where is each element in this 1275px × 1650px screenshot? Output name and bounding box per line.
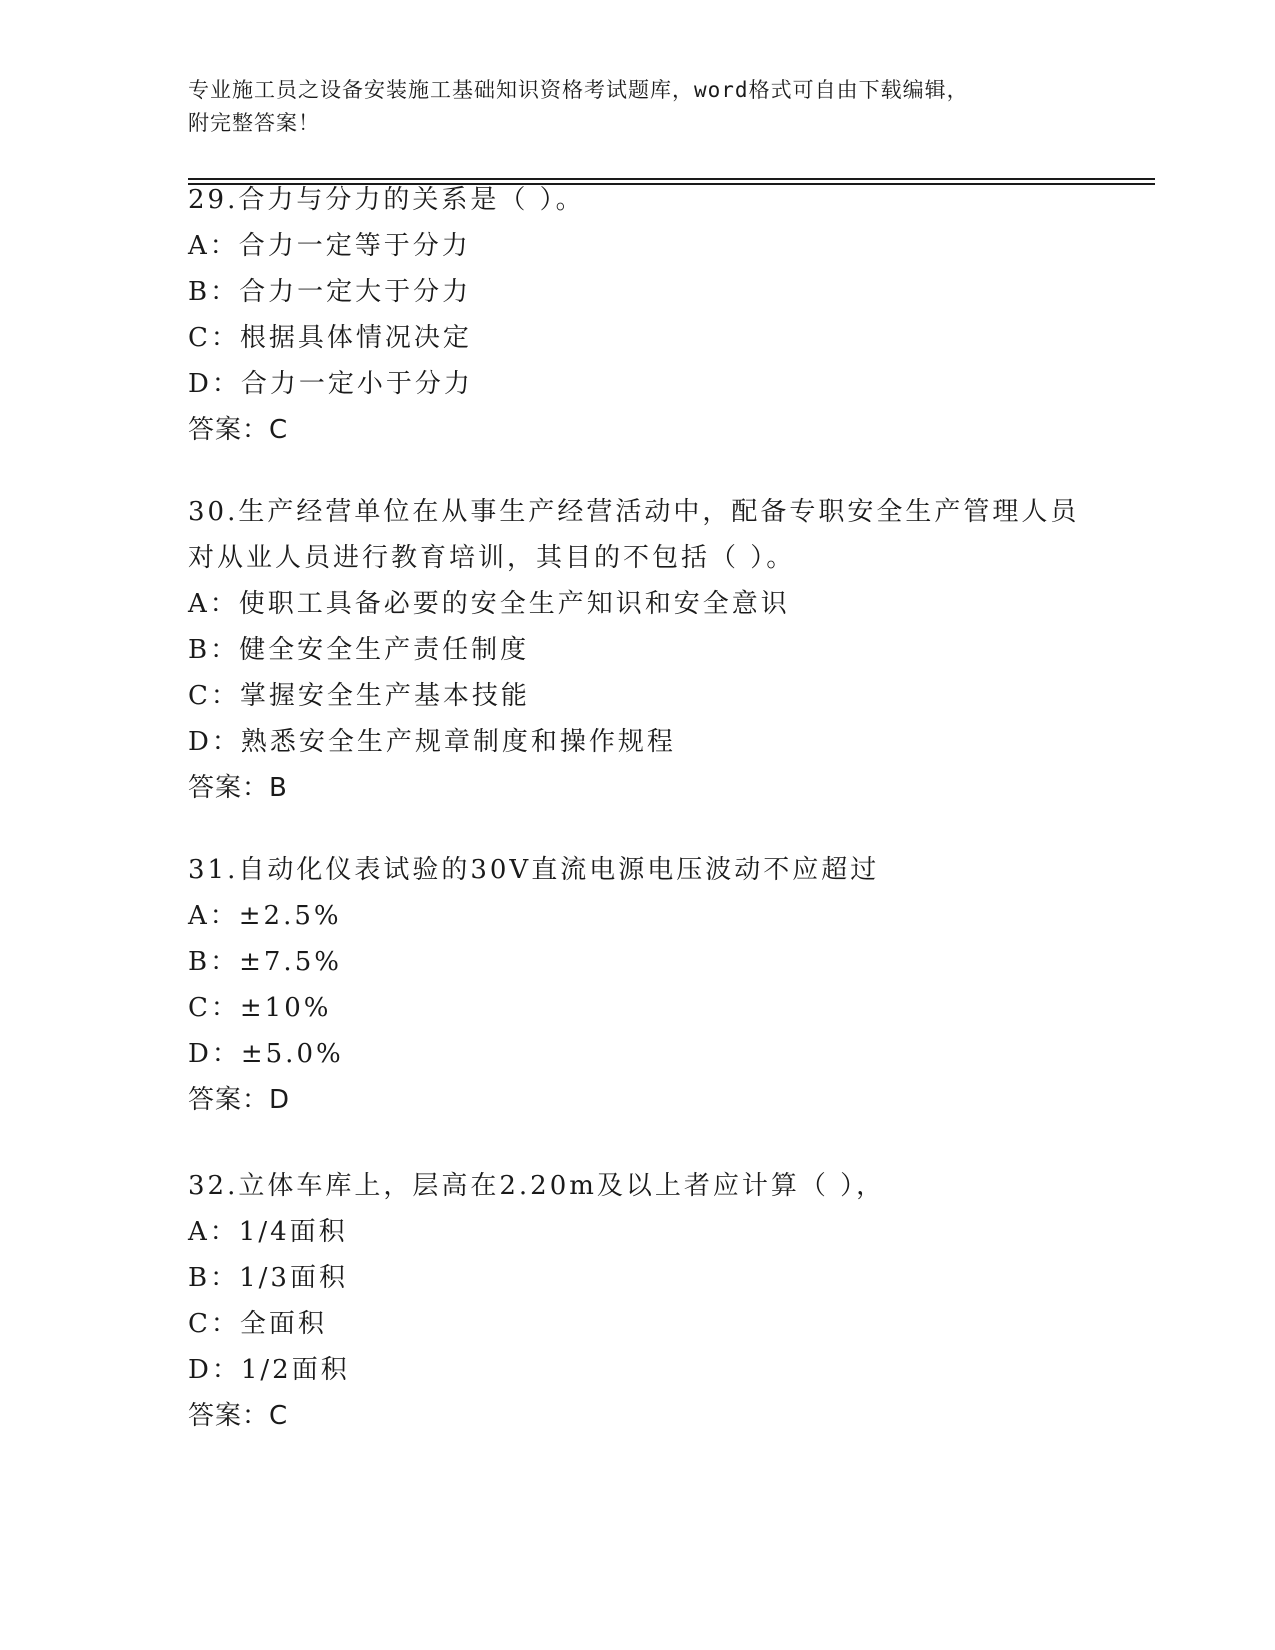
option-b: B：1/3面积 [188, 1263, 348, 1293]
answer-value: D [269, 1085, 291, 1115]
question-stem: 29.合力与分力的关系是（ ）。 [188, 185, 585, 215]
option-b: B：合力一定大于分力 [188, 277, 472, 307]
question-block [188, 847, 1178, 1123]
question-block [188, 489, 1178, 811]
question-stem: 30.生产经营单位在从事生产经营活动中，配备专职安全生产管理人员 [188, 497, 1080, 527]
option-d: D：±5.0% [188, 1039, 344, 1069]
answer-value: B [269, 773, 288, 803]
document-header [188, 74, 1088, 140]
question-stem: 32.立体车库上，层高在2.20m及以上者应计算（ ）， [188, 1171, 886, 1201]
option-d: D：1/2面积 [188, 1355, 350, 1385]
option-c: C：±10% [188, 993, 332, 1023]
option-a: A：1/4面积 [188, 1217, 348, 1247]
option-d: D：熟悉安全生产规章制度和操作规程 [188, 727, 676, 757]
answer-value: C [269, 415, 289, 445]
option-a: A：使职工具备必要的安全生产知识和安全意识 [188, 589, 790, 619]
answer-label: 答案： [188, 1085, 270, 1115]
answer-label: 答案： [188, 1401, 270, 1431]
answer-value: C [269, 1401, 289, 1431]
answer-label: 答案： [188, 773, 270, 803]
answer-label: 答案： [188, 415, 270, 445]
option-c: C：全面积 [188, 1309, 327, 1339]
option-b: B：健全安全生产责任制度 [188, 635, 530, 665]
question-stem: 31.自动化仪表试验的30V直流电源电压波动不应超过 [188, 855, 880, 885]
option-b: B：±7.5% [188, 947, 342, 977]
option-a: A：合力一定等于分力 [188, 231, 471, 261]
question-block [188, 1163, 1178, 1439]
option-c: C：根据具体情况决定 [188, 323, 472, 353]
option-a: A：±2.5% [188, 901, 342, 931]
answer-line [188, 407, 1178, 453]
option-c: C：掌握安全生产基本技能 [188, 681, 530, 711]
question-stem-continued: 对从业人员进行教育培训，其目的不包括（ ）。 [188, 543, 796, 573]
header-line-2: 附完整答案！ [188, 111, 320, 135]
answer-line [188, 1393, 1178, 1439]
header-line-1: 专业施工员之设备安装施工基础知识资格考试题库，word格式可自由下载编辑， [188, 78, 969, 102]
answer-line [188, 1077, 1178, 1123]
answer-line [188, 765, 1178, 811]
question-block [188, 177, 1178, 453]
option-d: D：合力一定小于分力 [188, 369, 473, 399]
